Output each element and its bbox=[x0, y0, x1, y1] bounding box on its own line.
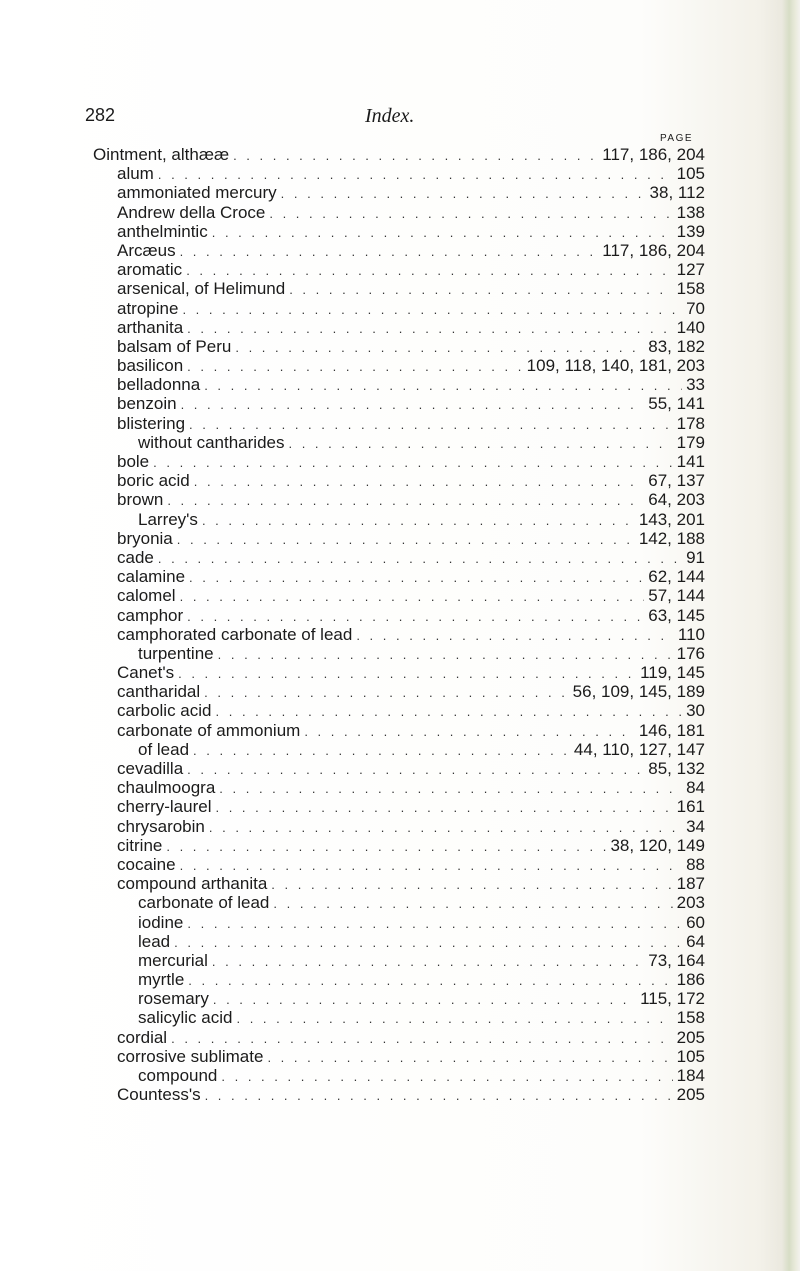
index-term: belladonna bbox=[117, 375, 201, 395]
index-entry bbox=[93, 394, 705, 413]
index-entry bbox=[93, 778, 705, 797]
index-term: atropine bbox=[117, 298, 179, 318]
index-entry bbox=[93, 279, 705, 298]
page-references: 73, 164 bbox=[648, 950, 705, 970]
index-term: iodine bbox=[138, 912, 184, 932]
index-entry bbox=[93, 970, 705, 989]
page-references: 146, 181 bbox=[638, 720, 705, 740]
dot-leader bbox=[289, 280, 672, 299]
index-term: anthelmintic bbox=[117, 221, 208, 241]
index-entry bbox=[93, 548, 705, 567]
page-number: 282 bbox=[85, 105, 116, 125]
index-term: arthanita bbox=[117, 317, 184, 337]
index-term: calamine bbox=[117, 567, 186, 587]
index-term: chrysarobin bbox=[117, 816, 205, 836]
dot-leader bbox=[166, 837, 606, 856]
index-term: blistering bbox=[117, 413, 186, 433]
index-term: Ointment, althææ bbox=[93, 145, 230, 164]
index-term: arsenical, of Helimund bbox=[117, 279, 286, 299]
index-term: boric acid bbox=[117, 471, 190, 491]
index-entry bbox=[93, 529, 705, 548]
dot-leader bbox=[281, 184, 646, 203]
dot-leader bbox=[213, 990, 636, 1009]
dot-leader bbox=[269, 204, 672, 223]
page-references: 205 bbox=[676, 1085, 705, 1105]
index-term: Arcæus bbox=[117, 240, 176, 260]
dot-leader bbox=[186, 261, 672, 280]
index-entry bbox=[93, 836, 705, 855]
index-entry bbox=[93, 932, 705, 951]
index-entry bbox=[93, 759, 705, 778]
index-entry bbox=[93, 893, 705, 912]
page-references: 142, 188 bbox=[638, 528, 705, 548]
page-references: 119, 145 bbox=[640, 663, 705, 683]
index-entry bbox=[93, 951, 705, 970]
index-term: cherry-laurel bbox=[117, 797, 212, 817]
index-entry bbox=[93, 644, 705, 663]
dot-leader bbox=[167, 491, 644, 510]
page-references: 186 bbox=[676, 970, 705, 990]
index-term: compound arthanita bbox=[117, 874, 268, 894]
page-references: 184 bbox=[676, 1066, 705, 1085]
page-references: 88 bbox=[686, 854, 705, 874]
dot-leader bbox=[215, 798, 672, 817]
dot-leader bbox=[193, 741, 570, 760]
index-entry bbox=[93, 183, 705, 202]
page-references: 117, 186, 204 bbox=[602, 145, 705, 164]
index-entry bbox=[93, 625, 705, 644]
dot-leader bbox=[158, 165, 673, 184]
index-entry bbox=[93, 337, 705, 356]
index-entry bbox=[93, 299, 705, 318]
page-references: 141 bbox=[676, 452, 705, 471]
page-references: 158 bbox=[676, 279, 705, 299]
page-references: 70 bbox=[686, 298, 705, 318]
dot-leader bbox=[216, 702, 683, 721]
index-entry bbox=[93, 471, 705, 490]
index-entry bbox=[93, 740, 705, 759]
index-term: brown bbox=[117, 490, 164, 510]
page-references: 60 bbox=[686, 912, 705, 932]
index-entry bbox=[93, 510, 705, 529]
page-header bbox=[0, 105, 800, 129]
dot-leader bbox=[189, 568, 644, 587]
index-entry bbox=[93, 874, 705, 893]
index-entry bbox=[93, 356, 705, 375]
index-term: balsam of Peru bbox=[117, 336, 232, 356]
page-references: 64 bbox=[686, 931, 705, 951]
page-references: 205 bbox=[676, 1027, 705, 1047]
dot-leader bbox=[212, 952, 644, 971]
index-entry bbox=[93, 797, 705, 816]
index-term: cordial bbox=[117, 1027, 168, 1047]
dot-leader bbox=[288, 434, 672, 453]
index-entry bbox=[93, 1066, 705, 1085]
dot-leader bbox=[204, 683, 568, 702]
dot-leader bbox=[194, 472, 645, 491]
dot-leader bbox=[271, 875, 672, 894]
index-entry bbox=[93, 452, 705, 471]
index-term: basilicon bbox=[117, 356, 184, 376]
dot-leader bbox=[187, 914, 682, 933]
page-references: 85, 132 bbox=[648, 759, 705, 778]
page-references: 67, 137 bbox=[648, 471, 705, 491]
index-term: corrosive sublimate bbox=[117, 1046, 264, 1066]
index-term: carbolic acid bbox=[117, 701, 212, 721]
dot-leader bbox=[187, 319, 672, 338]
page-column-label: PAGE bbox=[660, 133, 694, 144]
dot-leader bbox=[180, 587, 645, 606]
page-references: 176 bbox=[676, 643, 705, 663]
index-term: bole bbox=[117, 452, 150, 471]
index-entry bbox=[93, 490, 705, 509]
page-references: 139 bbox=[676, 221, 705, 241]
index-entry bbox=[93, 663, 705, 682]
dot-leader bbox=[189, 415, 673, 434]
dot-leader bbox=[187, 607, 644, 626]
dot-leader bbox=[304, 722, 634, 741]
page-references: 57, 144 bbox=[648, 586, 705, 606]
dot-leader bbox=[221, 1067, 672, 1086]
page-references: 117, 186, 204 bbox=[602, 240, 705, 260]
page-references: 44, 110, 127, 147 bbox=[573, 739, 705, 759]
dot-leader bbox=[174, 933, 682, 952]
page-references: 187 bbox=[676, 874, 705, 894]
index-entry bbox=[93, 721, 705, 740]
page-references: 84 bbox=[686, 778, 705, 798]
index-entry bbox=[93, 203, 705, 222]
page-references: 30 bbox=[686, 701, 705, 721]
index-entry bbox=[93, 1008, 705, 1027]
dot-leader bbox=[180, 856, 682, 875]
page-references: 138 bbox=[676, 202, 705, 222]
index-term: citrine bbox=[117, 835, 163, 855]
index-term: cade bbox=[117, 547, 154, 567]
dot-leader bbox=[171, 1029, 673, 1048]
dot-leader bbox=[267, 1048, 672, 1067]
index-term: salicylic acid bbox=[138, 1008, 233, 1028]
page-references: 158 bbox=[676, 1008, 705, 1028]
index-entry bbox=[93, 318, 705, 337]
page-references: 140 bbox=[676, 317, 705, 337]
dot-leader bbox=[188, 971, 672, 990]
page-references: 38, 112 bbox=[649, 183, 705, 203]
index-term: of lead bbox=[138, 739, 190, 759]
page-references: 64, 203 bbox=[648, 490, 705, 510]
index-entry bbox=[93, 164, 705, 183]
index-entry bbox=[93, 701, 705, 720]
page-references: 203 bbox=[676, 893, 705, 913]
index-entry bbox=[93, 433, 705, 452]
index-term: cantharidal bbox=[117, 682, 201, 702]
page-references: 161 bbox=[676, 797, 705, 817]
index-entry bbox=[93, 913, 705, 932]
index-term: benzoin bbox=[117, 394, 177, 414]
page-references: 33 bbox=[686, 375, 705, 395]
dot-leader bbox=[218, 645, 673, 664]
index-term: calomel bbox=[117, 586, 176, 606]
dot-leader bbox=[202, 511, 635, 530]
page-edge-shading bbox=[782, 0, 800, 1271]
dot-leader bbox=[182, 300, 682, 319]
index-term: lead bbox=[138, 931, 171, 951]
page-references: 56, 109, 145, 189 bbox=[572, 682, 705, 702]
page-references: 105 bbox=[676, 164, 705, 184]
page-references: 34 bbox=[686, 816, 705, 836]
page-references: 83, 182 bbox=[648, 336, 705, 356]
index-entry bbox=[93, 682, 705, 701]
index-term: cocaine bbox=[117, 854, 176, 874]
index-entry bbox=[93, 1047, 705, 1066]
dot-leader bbox=[187, 357, 523, 376]
page-references: 55, 141 bbox=[648, 394, 705, 414]
index-entry bbox=[93, 1028, 705, 1047]
index-term: carbonate of ammonium bbox=[117, 720, 301, 740]
index-term: camphorated carbonate of lead bbox=[117, 624, 353, 644]
dot-leader bbox=[235, 338, 644, 357]
page-references: 63, 145 bbox=[648, 605, 705, 625]
dot-leader bbox=[158, 549, 682, 568]
index-term: without cantharides bbox=[138, 432, 285, 452]
dot-leader bbox=[180, 242, 599, 261]
index-term: alum bbox=[117, 164, 154, 184]
page-references: 179 bbox=[676, 432, 705, 452]
index-entry bbox=[93, 586, 705, 605]
index-entry bbox=[93, 222, 705, 241]
dot-leader bbox=[178, 664, 636, 683]
index-entry bbox=[93, 855, 705, 874]
running-head: Index. bbox=[365, 105, 415, 127]
index-entry bbox=[93, 414, 705, 433]
page-references: 127 bbox=[676, 260, 705, 280]
page-references: 62, 144 bbox=[648, 567, 705, 587]
index-term: mercurial bbox=[138, 950, 208, 970]
dot-leader bbox=[219, 779, 682, 798]
index-entry bbox=[93, 375, 705, 394]
index-entry bbox=[93, 1085, 705, 1104]
page-references: 178 bbox=[676, 413, 705, 433]
index-term: Larrey's bbox=[138, 509, 198, 529]
index-entry bbox=[93, 606, 705, 625]
index-term: Countess's bbox=[117, 1085, 201, 1105]
dot-leader bbox=[153, 453, 672, 472]
index-term: Andrew della Croce bbox=[117, 202, 266, 222]
index-term: aromatic bbox=[117, 260, 183, 280]
dot-leader bbox=[209, 818, 682, 837]
index-entries bbox=[93, 145, 705, 1104]
index-entry bbox=[93, 260, 705, 279]
page-references: 110 bbox=[677, 624, 705, 644]
page-references: 38, 120, 149 bbox=[610, 835, 705, 855]
dot-leader bbox=[205, 1086, 673, 1105]
index-term: myrtle bbox=[138, 970, 185, 990]
page-references: 105 bbox=[676, 1046, 705, 1066]
index-term: carbonate of lead bbox=[138, 893, 270, 913]
dot-leader bbox=[233, 146, 598, 165]
dot-leader bbox=[273, 894, 672, 913]
index-term: Canet's bbox=[117, 663, 175, 683]
index-term: chaulmoogra bbox=[117, 778, 216, 798]
index-term: compound bbox=[138, 1066, 218, 1085]
index-term: camphor bbox=[117, 605, 184, 625]
index-term: turpentine bbox=[138, 643, 214, 663]
index-entry bbox=[93, 817, 705, 836]
index-entry bbox=[93, 241, 705, 260]
page-references: 109, 118, 140, 181, 203 bbox=[526, 356, 705, 376]
dot-leader bbox=[177, 530, 635, 549]
page-references: 91 bbox=[686, 547, 705, 567]
index-term: bryonia bbox=[117, 528, 173, 548]
page-references: 115, 172 bbox=[640, 989, 705, 1009]
dot-leader bbox=[204, 376, 682, 395]
page-references: 143, 201 bbox=[638, 509, 705, 529]
dot-leader bbox=[236, 1009, 672, 1028]
index-entry bbox=[93, 567, 705, 586]
dot-leader bbox=[356, 626, 674, 645]
index-term: ammoniated mercury bbox=[117, 183, 277, 203]
dot-leader bbox=[212, 223, 673, 242]
dot-leader bbox=[181, 395, 645, 414]
index-term: cevadilla bbox=[117, 759, 184, 778]
dot-leader bbox=[187, 760, 644, 779]
index-entry bbox=[93, 989, 705, 1008]
index-entry bbox=[93, 145, 705, 164]
index-term: rosemary bbox=[138, 989, 209, 1009]
